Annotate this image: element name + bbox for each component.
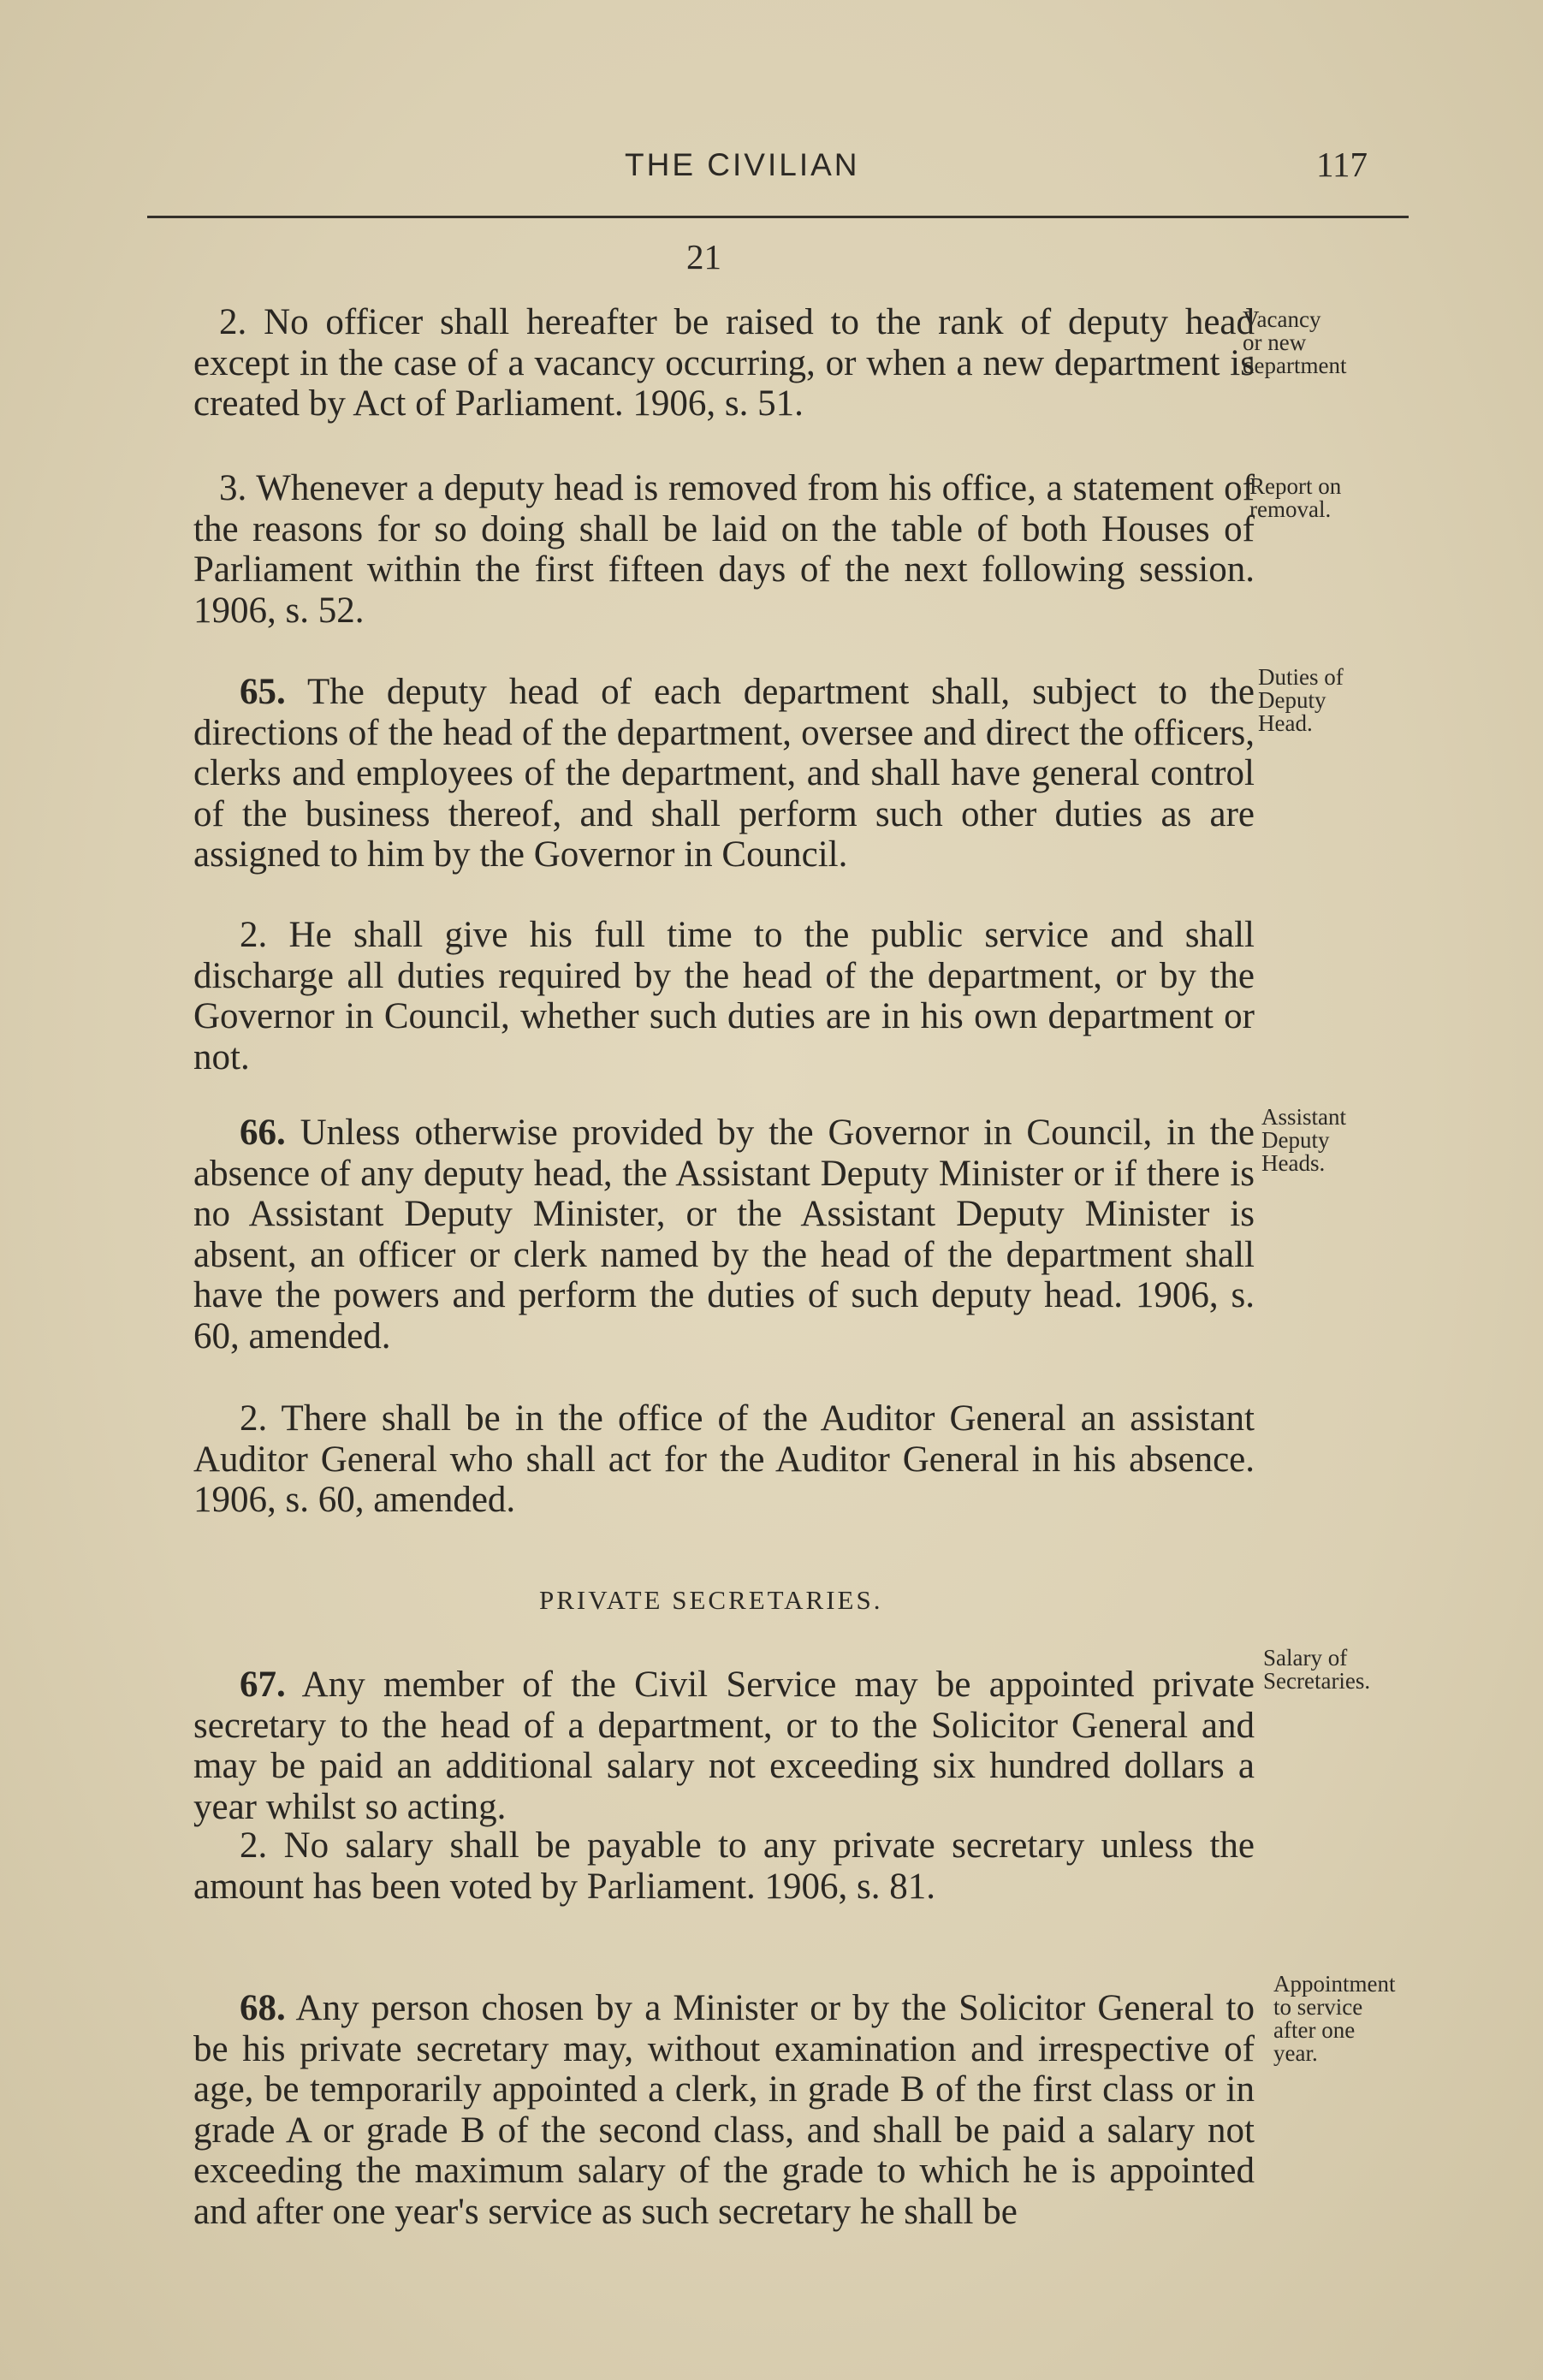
paragraph-text: Any member of the Civil Service may be appointed private secretary to the head of a department, or to the Solicitor General and may be paid an additional salary not exceeding six hundred dollars a year whilst so acting. — [193, 1665, 1255, 1827]
paragraph — [193, 1988, 1255, 2232]
paragraph-text: The deputy head of each department shall, subject to the directions of the head of the department, oversee and direct the officers, clerks and employees of the department, and shall have general control of the business thereof, and shall perform such other duties as are assigned to him by the Governor in Council. — [193, 672, 1255, 875]
margin-note-line: removal. — [1249, 496, 1332, 522]
paragraph — [193, 672, 1255, 875]
paragraph — [193, 1665, 1255, 1827]
section-lead-number: 68. — [240, 1988, 286, 2028]
paragraph-text: Unless otherwise provided by the Governor in Council, in the absence of any deputy head, the Assistant Deputy Minister or if there is no Assistant Deputy Minister, or the Assistant Deputy Minister is absent, an officer or clerk named by the head of the department shall have the powers and perform the duties of such deputy head. 1906, s. 60, amended. — [193, 1113, 1255, 1356]
section-lead-number: 66. — [240, 1113, 286, 1153]
paragraph-text: 2. There shall be in the office of the Auditor General an assistant Auditor General who shall act for the Auditor General in his absence. 1906, s. 60, amended. — [193, 1398, 1255, 1520]
margin-note-line: Salary of — [1263, 1645, 1348, 1671]
margin-note-line: Report on — [1249, 473, 1342, 499]
paragraph — [193, 915, 1255, 1077]
paragraph — [193, 1398, 1255, 1521]
margin-note-line: Deputy — [1258, 687, 1326, 713]
margin-note-line: Heads. — [1261, 1150, 1326, 1176]
margin-note-line: Deputy — [1261, 1127, 1330, 1153]
paragraph-text: 2. No officer shall hereafter be raised to the rank of deputy head except in the case of a vacancy occurring, or when a new department is created by Act of Parliament. 1906, s. 51. — [193, 302, 1255, 424]
margin-note — [1261, 1106, 1467, 1175]
margin-note-line: department — [1243, 353, 1347, 378]
paragraph-text: Any person chosen by a Minister or by the Solicitor General to be his private secretary may, without examination and irrespective of age, be temporarily appointed a clerk, in grade B of the first class or in grade A or grade B of the second class, and shall be paid a salary not exceeding the maximum salary of the grade to which he is appointed and after one year's service as such secretary he shall be — [193, 1988, 1255, 2232]
section-lead-number: 65. — [240, 672, 286, 712]
margin-note — [1249, 475, 1455, 521]
paragraph — [193, 468, 1255, 631]
running-header-title: THE CIVILIAN — [625, 147, 860, 182]
paragraph-text: 2. He shall give his full time to the public service and shall discharge all duties required by the head of the department, or by the Governor in Council, whether such duties are in his own department or not. — [193, 915, 1255, 1077]
paragraph — [193, 1113, 1255, 1356]
paragraph-text: 2. No salary shall be payable to any private secretary unless the amount has been voted by Parliament. 1906, s. 81. — [193, 1825, 1255, 1907]
margin-note-line: or new — [1243, 329, 1307, 355]
page-number: 117 — [1316, 145, 1368, 184]
section-lead-number: 67. — [240, 1665, 286, 1705]
margin-note — [1258, 666, 1463, 735]
margin-note-line: Appointment — [1273, 1971, 1396, 1997]
section-heading: PRIVATE SECRETARIES. — [539, 1585, 883, 1615]
margin-note-line: Assistant — [1261, 1104, 1347, 1130]
margin-note-line: Vacancy — [1243, 306, 1321, 332]
paragraph — [193, 1825, 1255, 1907]
section-number: 21 — [686, 237, 721, 276]
margin-note-line: Duties of — [1258, 664, 1344, 690]
margin-note-line: to service — [1273, 1994, 1363, 2020]
margin-note-line: Head. — [1258, 710, 1313, 736]
paragraph-text: 3. Whenever a deputy head is removed from his office, a statement of the reasons for so doing shall be laid on the table of both Houses of Parliament within the first fifteen days of the next following session. 1906, s. 52. — [193, 468, 1255, 631]
header-rule — [147, 216, 1409, 218]
margin-note — [1273, 1973, 1479, 2065]
margin-note — [1263, 1647, 1469, 1693]
margin-note-line: Secretaries. — [1263, 1668, 1371, 1694]
margin-note — [1243, 308, 1448, 377]
margin-note-line: after one — [1273, 2017, 1356, 2043]
paragraph — [193, 302, 1255, 424]
margin-note-line: year. — [1273, 2040, 1318, 2066]
